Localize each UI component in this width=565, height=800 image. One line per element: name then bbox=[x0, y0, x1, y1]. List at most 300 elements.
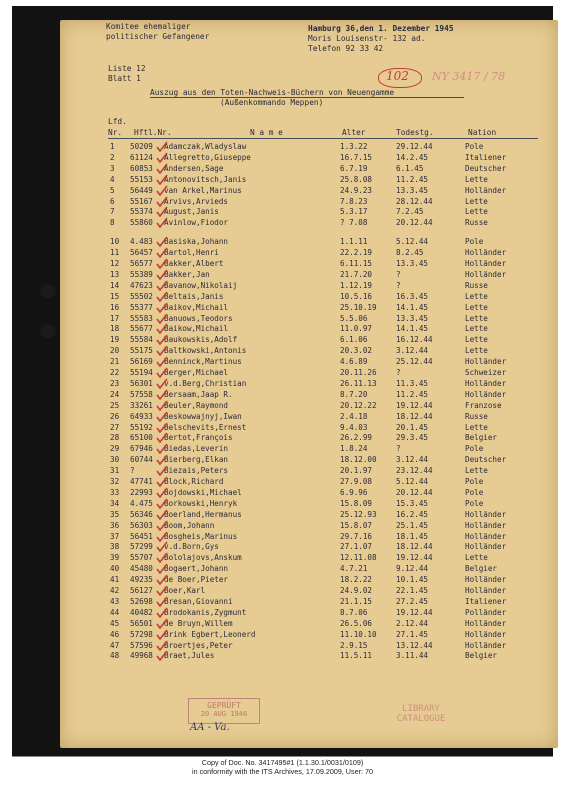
table-row bbox=[60, 248, 558, 258]
red-reference: NY 3417 / 78 bbox=[432, 70, 506, 83]
row-name: Bierberg,Elkan bbox=[164, 455, 229, 465]
row-birthdate: 7.8.23 bbox=[340, 196, 368, 206]
row-lfd-number: 46 bbox=[110, 629, 120, 639]
red-checkmark-icon bbox=[156, 378, 168, 389]
row-name: Basiska,Johann bbox=[164, 237, 229, 247]
row-prisoner-number: 56501 bbox=[130, 618, 153, 628]
row-death-date: 29.3.45 bbox=[396, 433, 429, 443]
red-checkmark-icon bbox=[156, 465, 168, 476]
row-name: Arvivs,Arvieds bbox=[164, 196, 229, 206]
row-nation: Holländer bbox=[465, 640, 507, 650]
row-birthdate: 27.1.07 bbox=[340, 542, 373, 552]
row-birthdate: 25.10.19 bbox=[340, 302, 377, 312]
table-row bbox=[60, 237, 558, 247]
row-name: Borkowski,Henryk bbox=[164, 498, 238, 508]
footer-rule bbox=[12, 756, 553, 757]
row-nation: Holländer bbox=[465, 259, 507, 268]
table-row bbox=[60, 270, 558, 280]
row-lfd-number: 7 bbox=[110, 207, 115, 217]
table-row bbox=[60, 641, 558, 651]
red-checkmark-icon bbox=[156, 185, 168, 196]
row-nation: Belgier bbox=[465, 651, 498, 661]
row-death-date: 14.1.45 bbox=[396, 302, 429, 312]
row-nation: Lette bbox=[465, 291, 488, 301]
row-lfd-number: 21 bbox=[110, 357, 120, 367]
row-nation: Holländer bbox=[465, 269, 507, 279]
red-checkmark-icon bbox=[156, 585, 168, 596]
row-name: Antonovitsch,Janis bbox=[164, 174, 247, 184]
row-prisoner-number: 55860 bbox=[130, 218, 153, 228]
row-birthdate: 25.8.08 bbox=[340, 174, 373, 184]
row-prisoner-number: 50209 bbox=[130, 142, 153, 151]
row-lfd-number: 33 bbox=[110, 487, 120, 497]
row-name: Bersaam,Jaap R. bbox=[164, 389, 233, 399]
library-stamp-line-2: CATALOGUE bbox=[396, 714, 446, 724]
row-birthdate: 1.3.22 bbox=[340, 142, 368, 151]
row-prisoner-number: 55707 bbox=[130, 553, 153, 563]
row-lfd-number: 40 bbox=[110, 564, 120, 574]
red-checkmark-icon bbox=[156, 389, 168, 400]
row-birthdate: 6.1.06 bbox=[340, 335, 368, 345]
row-death-date: 28.12.44 bbox=[396, 196, 433, 206]
table-row bbox=[60, 324, 558, 334]
row-birthdate: 11.5.11 bbox=[340, 651, 373, 661]
row-prisoner-number: 57558 bbox=[130, 389, 153, 399]
row-name: Avinlow,Fiodor bbox=[164, 218, 229, 228]
row-name: v.d.Berg,Christian bbox=[164, 378, 247, 388]
red-checkmark-icon bbox=[156, 607, 168, 618]
row-nation: Lette bbox=[465, 335, 488, 345]
table-row bbox=[60, 608, 558, 618]
row-name: Biedas,Leverin bbox=[164, 444, 229, 454]
row-lfd-number: 31 bbox=[110, 466, 120, 476]
row-lfd-number: 39 bbox=[110, 553, 120, 563]
red-checkmark-icon bbox=[156, 345, 168, 356]
row-lfd-number: 34 bbox=[110, 498, 120, 508]
red-checkmark-icon bbox=[156, 596, 168, 607]
row-nation: Holländer bbox=[465, 586, 507, 595]
row-lfd-number: 16 bbox=[110, 302, 120, 312]
red-checkmark-icon bbox=[156, 498, 168, 509]
row-name: Boerland,Hermanus bbox=[164, 509, 242, 519]
row-lfd-number: 14 bbox=[110, 280, 120, 290]
table-row bbox=[60, 292, 558, 302]
table-row bbox=[60, 510, 558, 520]
row-death-date: ? bbox=[396, 280, 401, 290]
table-row bbox=[60, 153, 558, 163]
row-death-date: ? bbox=[396, 368, 401, 377]
table-row bbox=[60, 346, 558, 356]
row-prisoner-number: 4.483 bbox=[130, 237, 153, 247]
row-death-date: 3.12.44 bbox=[396, 455, 429, 465]
row-name: Brink Egbert,Leonerd bbox=[164, 629, 256, 639]
row-lfd-number: 20 bbox=[110, 346, 120, 356]
row-name: Bresan,Giovanni bbox=[164, 596, 233, 606]
row-birthdate: ? 7.08 bbox=[340, 218, 368, 228]
row-nation: Holländer bbox=[465, 531, 507, 541]
row-lfd-number: 36 bbox=[110, 520, 120, 530]
row-birthdate: 11.10.10 bbox=[340, 629, 377, 639]
table-row bbox=[60, 175, 558, 185]
row-prisoner-number: 56346 bbox=[130, 509, 153, 519]
row-birthdate: 21.1.15 bbox=[340, 596, 373, 606]
row-nation: Deutscher bbox=[465, 455, 507, 465]
red-checkmark-icon bbox=[156, 174, 168, 185]
row-nation: Pole bbox=[465, 142, 484, 151]
row-prisoner-number: 45480 bbox=[130, 564, 153, 574]
row-lfd-number: 26 bbox=[110, 411, 120, 421]
red-checkmark-icon bbox=[156, 443, 168, 454]
row-prisoner-number: 55377 bbox=[130, 302, 153, 312]
row-name: Baltkowski,Antonis bbox=[164, 346, 247, 356]
row-birthdate: 22.2.19 bbox=[340, 248, 373, 258]
red-checkmark-icon bbox=[156, 236, 168, 247]
row-lfd-number: 44 bbox=[110, 607, 120, 617]
row-prisoner-number: 60853 bbox=[130, 163, 153, 173]
row-birthdate: 20.3.02 bbox=[340, 346, 373, 356]
col-alter: Alter bbox=[342, 128, 366, 137]
row-prisoner-number: 49968 bbox=[130, 651, 153, 661]
red-checkmark-icon bbox=[156, 531, 168, 542]
row-death-date: 22.1.45 bbox=[396, 586, 429, 595]
row-birthdate: 25.12.93 bbox=[340, 509, 377, 519]
row-nation: Holländer bbox=[465, 629, 507, 639]
row-birthdate: 2.9.15 bbox=[340, 640, 368, 650]
red-checkmark-icon bbox=[156, 411, 168, 422]
row-nation: Holländer bbox=[465, 378, 507, 388]
row-nation: Pole bbox=[465, 498, 484, 508]
row-death-date: 3.12.44 bbox=[396, 346, 429, 356]
col-haeftling-nr: Hftl.Nr. bbox=[134, 128, 172, 137]
row-prisoner-number: 4.475 bbox=[130, 498, 153, 508]
row-prisoner-number: 55389 bbox=[130, 269, 153, 279]
document-page bbox=[60, 20, 558, 748]
row-nation: Italiener bbox=[465, 152, 507, 162]
row-nation: Russe bbox=[465, 218, 488, 228]
row-name: Bavanow,Nikolaij bbox=[164, 280, 238, 290]
red-checkmark-icon bbox=[156, 476, 168, 487]
row-birthdate: 4.6.89 bbox=[340, 357, 368, 367]
table-row bbox=[60, 575, 558, 585]
row-nation: Holländer bbox=[465, 185, 507, 195]
table-row bbox=[60, 281, 558, 291]
red-checkmark-icon bbox=[156, 280, 168, 291]
row-death-date: 29.12.44 bbox=[396, 142, 433, 151]
row-nation: Holländer bbox=[465, 509, 507, 519]
row-name: Boom,Johann bbox=[164, 520, 215, 530]
row-death-date: 16.3.45 bbox=[396, 291, 429, 301]
row-lfd-number: 47 bbox=[110, 640, 120, 650]
table-row bbox=[60, 521, 558, 531]
table-row bbox=[60, 259, 558, 269]
red-checkmark-icon bbox=[156, 247, 168, 258]
row-death-date: 11.2.45 bbox=[396, 174, 429, 184]
row-prisoner-number: 61124 bbox=[130, 152, 153, 162]
table-row bbox=[60, 553, 558, 563]
row-prisoner-number: ? bbox=[130, 466, 135, 476]
row-name: de Bruyn,Willem bbox=[164, 618, 233, 628]
row-death-date: ? bbox=[396, 269, 401, 279]
table-row bbox=[60, 412, 558, 422]
row-birthdate: 20.1.97 bbox=[340, 466, 373, 476]
red-checkmark-icon bbox=[156, 313, 168, 324]
row-birthdate: 10.5.16 bbox=[340, 291, 373, 301]
table-row bbox=[60, 499, 558, 509]
row-name: Bololajovs,Anskum bbox=[164, 553, 242, 563]
row-lfd-number: 17 bbox=[110, 313, 120, 323]
table-row bbox=[60, 379, 558, 389]
table-row bbox=[60, 218, 558, 228]
row-name: Berger,Michael bbox=[164, 368, 229, 377]
row-name: Block,Richard bbox=[164, 477, 224, 486]
row-lfd-number: 3 bbox=[110, 163, 115, 173]
row-death-date: 2.12.44 bbox=[396, 618, 429, 628]
red-checkmark-icon bbox=[156, 152, 168, 163]
table-row bbox=[60, 401, 558, 411]
row-prisoner-number: 56577 bbox=[130, 259, 153, 268]
row-prisoner-number: 47741 bbox=[130, 477, 153, 486]
row-nation: Holländer bbox=[465, 542, 507, 552]
row-birthdate: 11.0.97 bbox=[340, 324, 373, 334]
col-todestag: Todestg. bbox=[396, 128, 434, 137]
row-prisoner-number: 57299 bbox=[130, 542, 153, 552]
table-row bbox=[60, 207, 558, 217]
table-row bbox=[60, 477, 558, 487]
row-prisoner-number: 65100 bbox=[130, 433, 153, 443]
row-name: Beltais,Janis bbox=[164, 291, 224, 301]
row-nation: Lette bbox=[465, 302, 488, 312]
col-nr: Nr. bbox=[108, 128, 123, 137]
document-subtitle: (Außenkommando Meppen) bbox=[220, 98, 324, 107]
row-prisoner-number: 55677 bbox=[130, 324, 153, 334]
row-prisoner-number: 56451 bbox=[130, 531, 153, 541]
row-lfd-number: 19 bbox=[110, 335, 120, 345]
table-row bbox=[60, 314, 558, 324]
red-checkmark-icon bbox=[156, 432, 168, 443]
row-birthdate: 8.7.20 bbox=[340, 389, 368, 399]
row-lfd-number: 38 bbox=[110, 542, 120, 552]
row-nation: Russe bbox=[465, 411, 488, 421]
table-row bbox=[60, 368, 558, 378]
row-death-date: 19.12.44 bbox=[396, 400, 433, 410]
row-death-date: 13.3.45 bbox=[396, 185, 429, 195]
row-birthdate: 26.11.13 bbox=[340, 378, 377, 388]
red-checkmark-icon bbox=[156, 356, 168, 367]
red-checkmark-icon bbox=[156, 196, 168, 207]
red-checkmark-icon bbox=[156, 454, 168, 465]
row-lfd-number: 23 bbox=[110, 378, 120, 388]
red-checkmark-icon bbox=[156, 302, 168, 313]
address-line-2: Moris Louisenstr- 132 ad. bbox=[308, 34, 426, 43]
table-row bbox=[60, 532, 558, 542]
row-death-date: 18.12.44 bbox=[396, 411, 433, 421]
row-death-date: 8.2.45 bbox=[396, 248, 424, 258]
table-row bbox=[60, 186, 558, 196]
row-birthdate: 15.8.09 bbox=[340, 498, 373, 508]
punch-hole-bottom bbox=[40, 324, 56, 338]
row-prisoner-number: 55153 bbox=[130, 174, 153, 184]
row-prisoner-number: 55167 bbox=[130, 196, 153, 206]
red-checkmark-icon bbox=[156, 323, 168, 334]
row-death-date: 14.2.45 bbox=[396, 152, 429, 162]
table-row bbox=[60, 164, 558, 174]
table-row bbox=[60, 597, 558, 607]
row-death-date: 5.12.44 bbox=[396, 477, 429, 486]
row-prisoner-number: 55502 bbox=[130, 291, 153, 301]
header-rule bbox=[108, 138, 538, 139]
row-birthdate: 4.7.21 bbox=[340, 564, 368, 574]
row-birthdate: 1.8.24 bbox=[340, 444, 368, 454]
archive-footer bbox=[0, 758, 565, 776]
row-name: van Arkel,Marinus bbox=[164, 185, 242, 195]
table-row bbox=[60, 303, 558, 313]
row-birthdate: 26.5.06 bbox=[340, 618, 373, 628]
row-death-date: 16.12.44 bbox=[396, 335, 433, 345]
row-lfd-number: 11 bbox=[110, 248, 120, 258]
red-checkmark-icon bbox=[156, 650, 168, 661]
row-lfd-number: 42 bbox=[110, 586, 120, 595]
row-birthdate: 26.2.99 bbox=[340, 433, 373, 443]
red-checkmark-icon bbox=[156, 629, 168, 640]
red-checkmark-icon bbox=[156, 541, 168, 552]
received-stamp-line-2: 20 AUG 1946 bbox=[200, 710, 248, 718]
row-lfd-number: 6 bbox=[110, 196, 115, 206]
row-death-date: 27.1.45 bbox=[396, 629, 429, 639]
table-row bbox=[60, 466, 558, 476]
row-name: Baukowskis,Adolf bbox=[164, 335, 238, 345]
row-prisoner-number: 55584 bbox=[130, 335, 153, 345]
row-name: Biezais,Peters bbox=[164, 466, 229, 476]
row-lfd-number: 37 bbox=[110, 531, 120, 541]
row-prisoner-number: 55374 bbox=[130, 207, 153, 217]
punch-hole-top bbox=[40, 284, 56, 298]
row-birthdate: 6.9.96 bbox=[340, 487, 368, 497]
red-checkmark-icon bbox=[156, 574, 168, 585]
row-prisoner-number: 57596 bbox=[130, 640, 153, 650]
row-birthdate: 15.8.07 bbox=[340, 520, 373, 530]
row-lfd-number: 48 bbox=[110, 651, 120, 661]
row-nation: Lette bbox=[465, 196, 488, 206]
table-row bbox=[60, 586, 558, 596]
row-nation: Lette bbox=[465, 553, 488, 563]
table-row bbox=[60, 444, 558, 454]
red-checkmark-icon bbox=[156, 520, 168, 531]
row-prisoner-number: 55583 bbox=[130, 313, 153, 323]
row-death-date: 20.12.44 bbox=[396, 218, 433, 228]
row-name: Bakker,Albert bbox=[164, 259, 224, 268]
row-prisoner-number: 47623 bbox=[130, 280, 153, 290]
row-nation: Holländer bbox=[465, 248, 507, 258]
row-death-date: 11.2.45 bbox=[396, 389, 429, 399]
footer-line-1: Copy of Doc. No. 3417495#1 (1.1.30.1/0031/0109) bbox=[201, 758, 364, 767]
row-nation: Holländer bbox=[465, 618, 507, 628]
table-row bbox=[60, 455, 558, 465]
row-birthdate: 8.7.06 bbox=[340, 607, 368, 617]
row-prisoner-number: 49235 bbox=[130, 575, 153, 585]
title-underline bbox=[150, 97, 464, 98]
table-row bbox=[60, 651, 558, 661]
row-name: Bojdowski,Michael bbox=[164, 487, 242, 497]
red-checkmark-icon bbox=[156, 258, 168, 269]
row-prisoner-number: 56457 bbox=[130, 248, 153, 258]
row-death-date: 19.12.44 bbox=[396, 553, 433, 563]
row-name: Baikow,Michail bbox=[164, 324, 229, 334]
row-nation: Pole bbox=[465, 237, 484, 247]
red-checkmark-icon bbox=[156, 163, 168, 174]
address-line-3: Telefon 92 33 42 bbox=[308, 44, 384, 53]
row-nation: Polländer bbox=[465, 607, 507, 617]
row-death-date: 11.3.45 bbox=[396, 378, 429, 388]
row-name: Andersen,Sage bbox=[164, 163, 224, 173]
row-death-date: 27.2.45 bbox=[396, 596, 429, 606]
row-birthdate: 24.9.23 bbox=[340, 185, 373, 195]
red-checkmark-icon bbox=[156, 400, 168, 411]
row-death-date: 20.1.45 bbox=[396, 422, 429, 432]
row-name: Banuows,Teodors bbox=[164, 313, 233, 323]
row-lfd-number: 43 bbox=[110, 596, 120, 606]
org-line-2: politischer Gefangener bbox=[106, 32, 210, 41]
row-death-date: ? bbox=[396, 444, 401, 454]
row-name: Bartol,Henri bbox=[164, 248, 219, 258]
row-death-date: 14.1.45 bbox=[396, 324, 429, 334]
row-death-date: 5.12.44 bbox=[396, 237, 429, 247]
row-prisoner-number: 22993 bbox=[130, 487, 153, 497]
row-death-date: 16.2.45 bbox=[396, 509, 429, 519]
list-number: Liste 12 bbox=[108, 64, 146, 73]
row-death-date: 25.1.45 bbox=[396, 520, 429, 530]
row-death-date: 13.3.45 bbox=[396, 259, 429, 268]
row-name: August,Janis bbox=[164, 207, 219, 217]
table-row bbox=[60, 619, 558, 629]
row-nation: Deutscher bbox=[465, 163, 507, 173]
row-lfd-number: 41 bbox=[110, 575, 120, 585]
row-prisoner-number: 55175 bbox=[130, 346, 153, 356]
row-birthdate: 18.12.00 bbox=[340, 455, 377, 465]
row-name: Baikov,Michail bbox=[164, 302, 229, 312]
row-name: Boer,Karl bbox=[164, 586, 206, 595]
table-row bbox=[60, 390, 558, 400]
row-name: Bosgheis,Marinus bbox=[164, 531, 238, 541]
row-death-date: 19.12.44 bbox=[396, 607, 433, 617]
red-list-number: 102 bbox=[386, 69, 409, 83]
scan-background bbox=[12, 6, 553, 756]
received-stamp bbox=[188, 698, 260, 724]
row-prisoner-number: 57298 bbox=[130, 629, 153, 639]
row-birthdate: 18.2.22 bbox=[340, 575, 373, 585]
row-prisoner-number: 55194 bbox=[130, 368, 153, 377]
row-name: Braet,Jules bbox=[164, 651, 215, 661]
table-row bbox=[60, 488, 558, 498]
row-name: Belschevits,Ernest bbox=[164, 422, 247, 432]
table-row bbox=[60, 142, 558, 152]
row-birthdate: 2.4.18 bbox=[340, 411, 368, 421]
row-birthdate: 21.7.20 bbox=[340, 269, 373, 279]
row-birthdate: 20.12.22 bbox=[340, 400, 377, 410]
red-checkmark-icon bbox=[156, 563, 168, 574]
row-death-date: 3.11.44 bbox=[396, 651, 429, 661]
row-name: Brodokanis,Zygmunt bbox=[164, 607, 247, 617]
row-lfd-number: 4 bbox=[110, 174, 115, 184]
red-checkmark-icon bbox=[156, 618, 168, 629]
row-name: Beuler,Raymond bbox=[164, 400, 229, 410]
row-nation: Lette bbox=[465, 324, 488, 334]
row-name: Broertjes,Peter bbox=[164, 640, 233, 650]
row-lfd-number: 29 bbox=[110, 444, 120, 454]
table-row bbox=[60, 357, 558, 367]
row-death-date: 7.2.45 bbox=[396, 207, 424, 217]
row-prisoner-number: 33261 bbox=[130, 400, 153, 410]
row-death-date: 9.12.44 bbox=[396, 564, 429, 574]
